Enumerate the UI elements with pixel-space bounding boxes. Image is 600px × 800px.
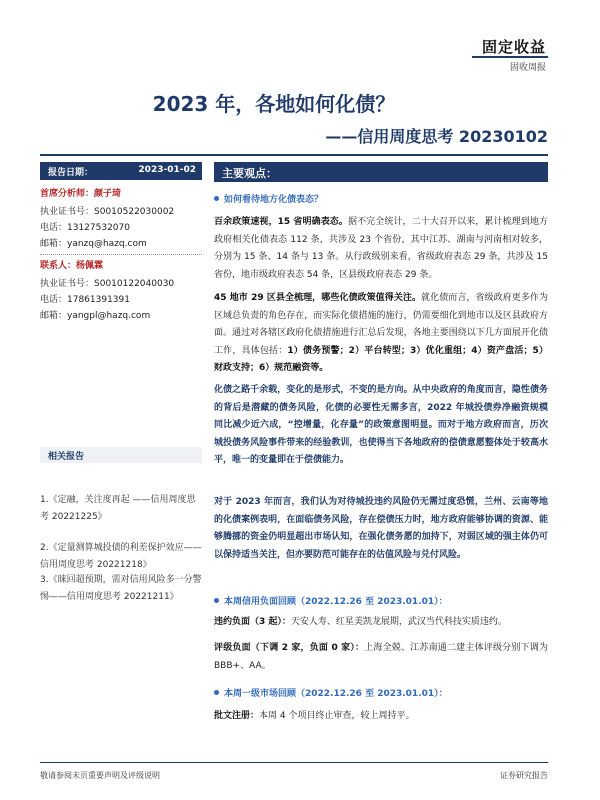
footer-report-kind: 证券研究报告 <box>500 771 548 780</box>
footer-divider <box>40 762 548 763</box>
p7-body: 本周 4 个项目终止审查，较上周持平。 <box>259 711 415 721</box>
analyst-cert: 执业证书号：S0010522030002 <box>40 207 175 217</box>
p2-body: 就化债而言，省级政府更多作为区域总负责的角色存在，而实际化债措施的施行，仍需要细化到地市以及区县政府方面。通过对各辖区政府化债措施进行汇总后发现，各地主要围绕以下几方面展开化债工作，具体包括： <box>214 293 548 356</box>
section-heading-3 <box>214 686 548 699</box>
analyst-email[interactable]: 邮箱：yanzq@hazq.com <box>40 239 147 249</box>
p2-lead: 45 地市 29 区县全梳理，哪些化债政策值得关注。 <box>214 293 422 303</box>
report-subtitle: ——信用周度思考 20230102 <box>325 127 548 146</box>
related-reports-header <box>40 447 202 463</box>
report-subtype: 固收周报 <box>509 63 546 73</box>
p6-body: 上海全兢、江苏南通二建主体评级分别下调为 BBB+、AA。 <box>214 643 548 671</box>
analyst-phone: 电话：13127532070 <box>40 223 130 233</box>
main-views-bar <box>214 162 548 182</box>
report-date-bar <box>40 162 202 180</box>
section-2-title: 本周信用负面回顾（2022.12.26 至 2023.01.01）： <box>224 597 448 607</box>
bullet-dot-icon <box>214 598 219 603</box>
p1-body: 据不完全统计，二十大召开以来，累计梳理到地方政府相关化债表态 112 条，共涉及 23 个省份，其中江苏、湖南与河南相对较多，分别为 15 条、14 条与 13 条。从行政级别来看，省级政府表态 29 条，共涉及 15 省份，地市级政府表态 54 条，区县级政府表态 29 条。 <box>214 217 548 280</box>
report-date-label: 报告日期： <box>48 168 94 178</box>
sidebar <box>40 162 202 752</box>
related-report-item[interactable]: 1.《定融，关注度再起 ——信用周度思考 20221225》 <box>40 495 196 522</box>
related-report-item[interactable]: 3.《睐回超预期，需对信用风险多一分警惕——信用周度思考 20221211》 <box>40 575 202 602</box>
paragraph-1 <box>214 214 548 284</box>
section-heading-1 <box>214 192 548 205</box>
sidebar-divider <box>40 254 202 255</box>
report-date-value: 2023-01-02 <box>138 165 196 175</box>
section-1-title: 如何看待地方化债表态？ <box>224 195 324 205</box>
related-report-item[interactable]: 2.《定量测算城投债的利差保护效应——信用周度思考 20221218》 <box>40 543 202 570</box>
bullet-dot-icon <box>214 690 219 695</box>
report-title: 2023 年，各地如何化债？ <box>152 92 396 116</box>
p6-lead: 评级负面（下调 2 家，负面 0 家）： <box>214 643 365 653</box>
contact-phone: 电话：17861391391 <box>40 295 130 305</box>
title-divider <box>40 154 548 156</box>
paragraph-7 <box>214 708 548 726</box>
paragraph-4: 对于 2023 年而言，我们认为对待城投违约风险仍无需过度恐慌，兰州、云南等地的化债案例表明，在面临债务风险，存在偿债压力时，地方政府能够协调的资源、能够腾挪的资金仍明显超出市场认知，在强化债务愿的加持下，对弱区域的强主体仍可以保持适当关注，但亦要防范可能存在的估值风险与兑付风险。 <box>214 497 548 560</box>
paragraph-3: 化债之路千余载，变化的是形式，不变的是方向。从中央政府的角度而言，隐性债务的背后是潜藏的债务风险，化债的必要性无需多言，2022 年城投债券净融资规模同比减少近六成，“控增量，化存量”的政策意图明显。而对于地方政府而言，历次城投债务风险事件带来的经验教训，也使得当下各地政府的偿债意愿整体处于较高水平，唯一的变量即在于偿债能力。 <box>214 385 548 465</box>
paragraph-2 <box>214 290 548 378</box>
analyst-name: 首席分析师：颜子琦 <box>40 189 122 199</box>
footer-disclaimer: 敬请参阅末页重要声明及评级说明 <box>40 771 160 780</box>
header-divider <box>472 56 548 58</box>
report-type: 固定收益 <box>481 38 546 56</box>
bullet-dot-icon <box>214 196 219 201</box>
contact-name: 联系人：杨佩霖 <box>40 261 104 271</box>
paragraph-5 <box>214 614 548 632</box>
p2-items: 1）债务预警；2）平台转型；3）优化重组；4）资产盘活；5）财政支持；6）规范融资等。 <box>214 345 548 373</box>
main-views-title: 主要观点： <box>222 167 277 180</box>
p1-lead: 百余政策速视，15 省明确表态。 <box>214 217 348 227</box>
contact-cert: 执业证书号：S0010122040030 <box>40 279 175 289</box>
section-heading-2 <box>214 594 548 607</box>
p5-lead: 违约负面（3 起）： <box>214 617 291 627</box>
section-3-title: 本周一级市场回顾（2022.12.26 至 2023.01.01）： <box>224 689 448 699</box>
contact-email[interactable]: 邮箱：yangpl@hazq.com <box>40 311 151 321</box>
p7-lead: 批文注册： <box>214 711 260 721</box>
related-reports-title: 相关报告 <box>48 452 85 462</box>
paragraph-6 <box>214 640 548 675</box>
p5-body: 天安人寿、红星美凯龙展期，武汉当代科技实质违约。 <box>290 617 507 627</box>
